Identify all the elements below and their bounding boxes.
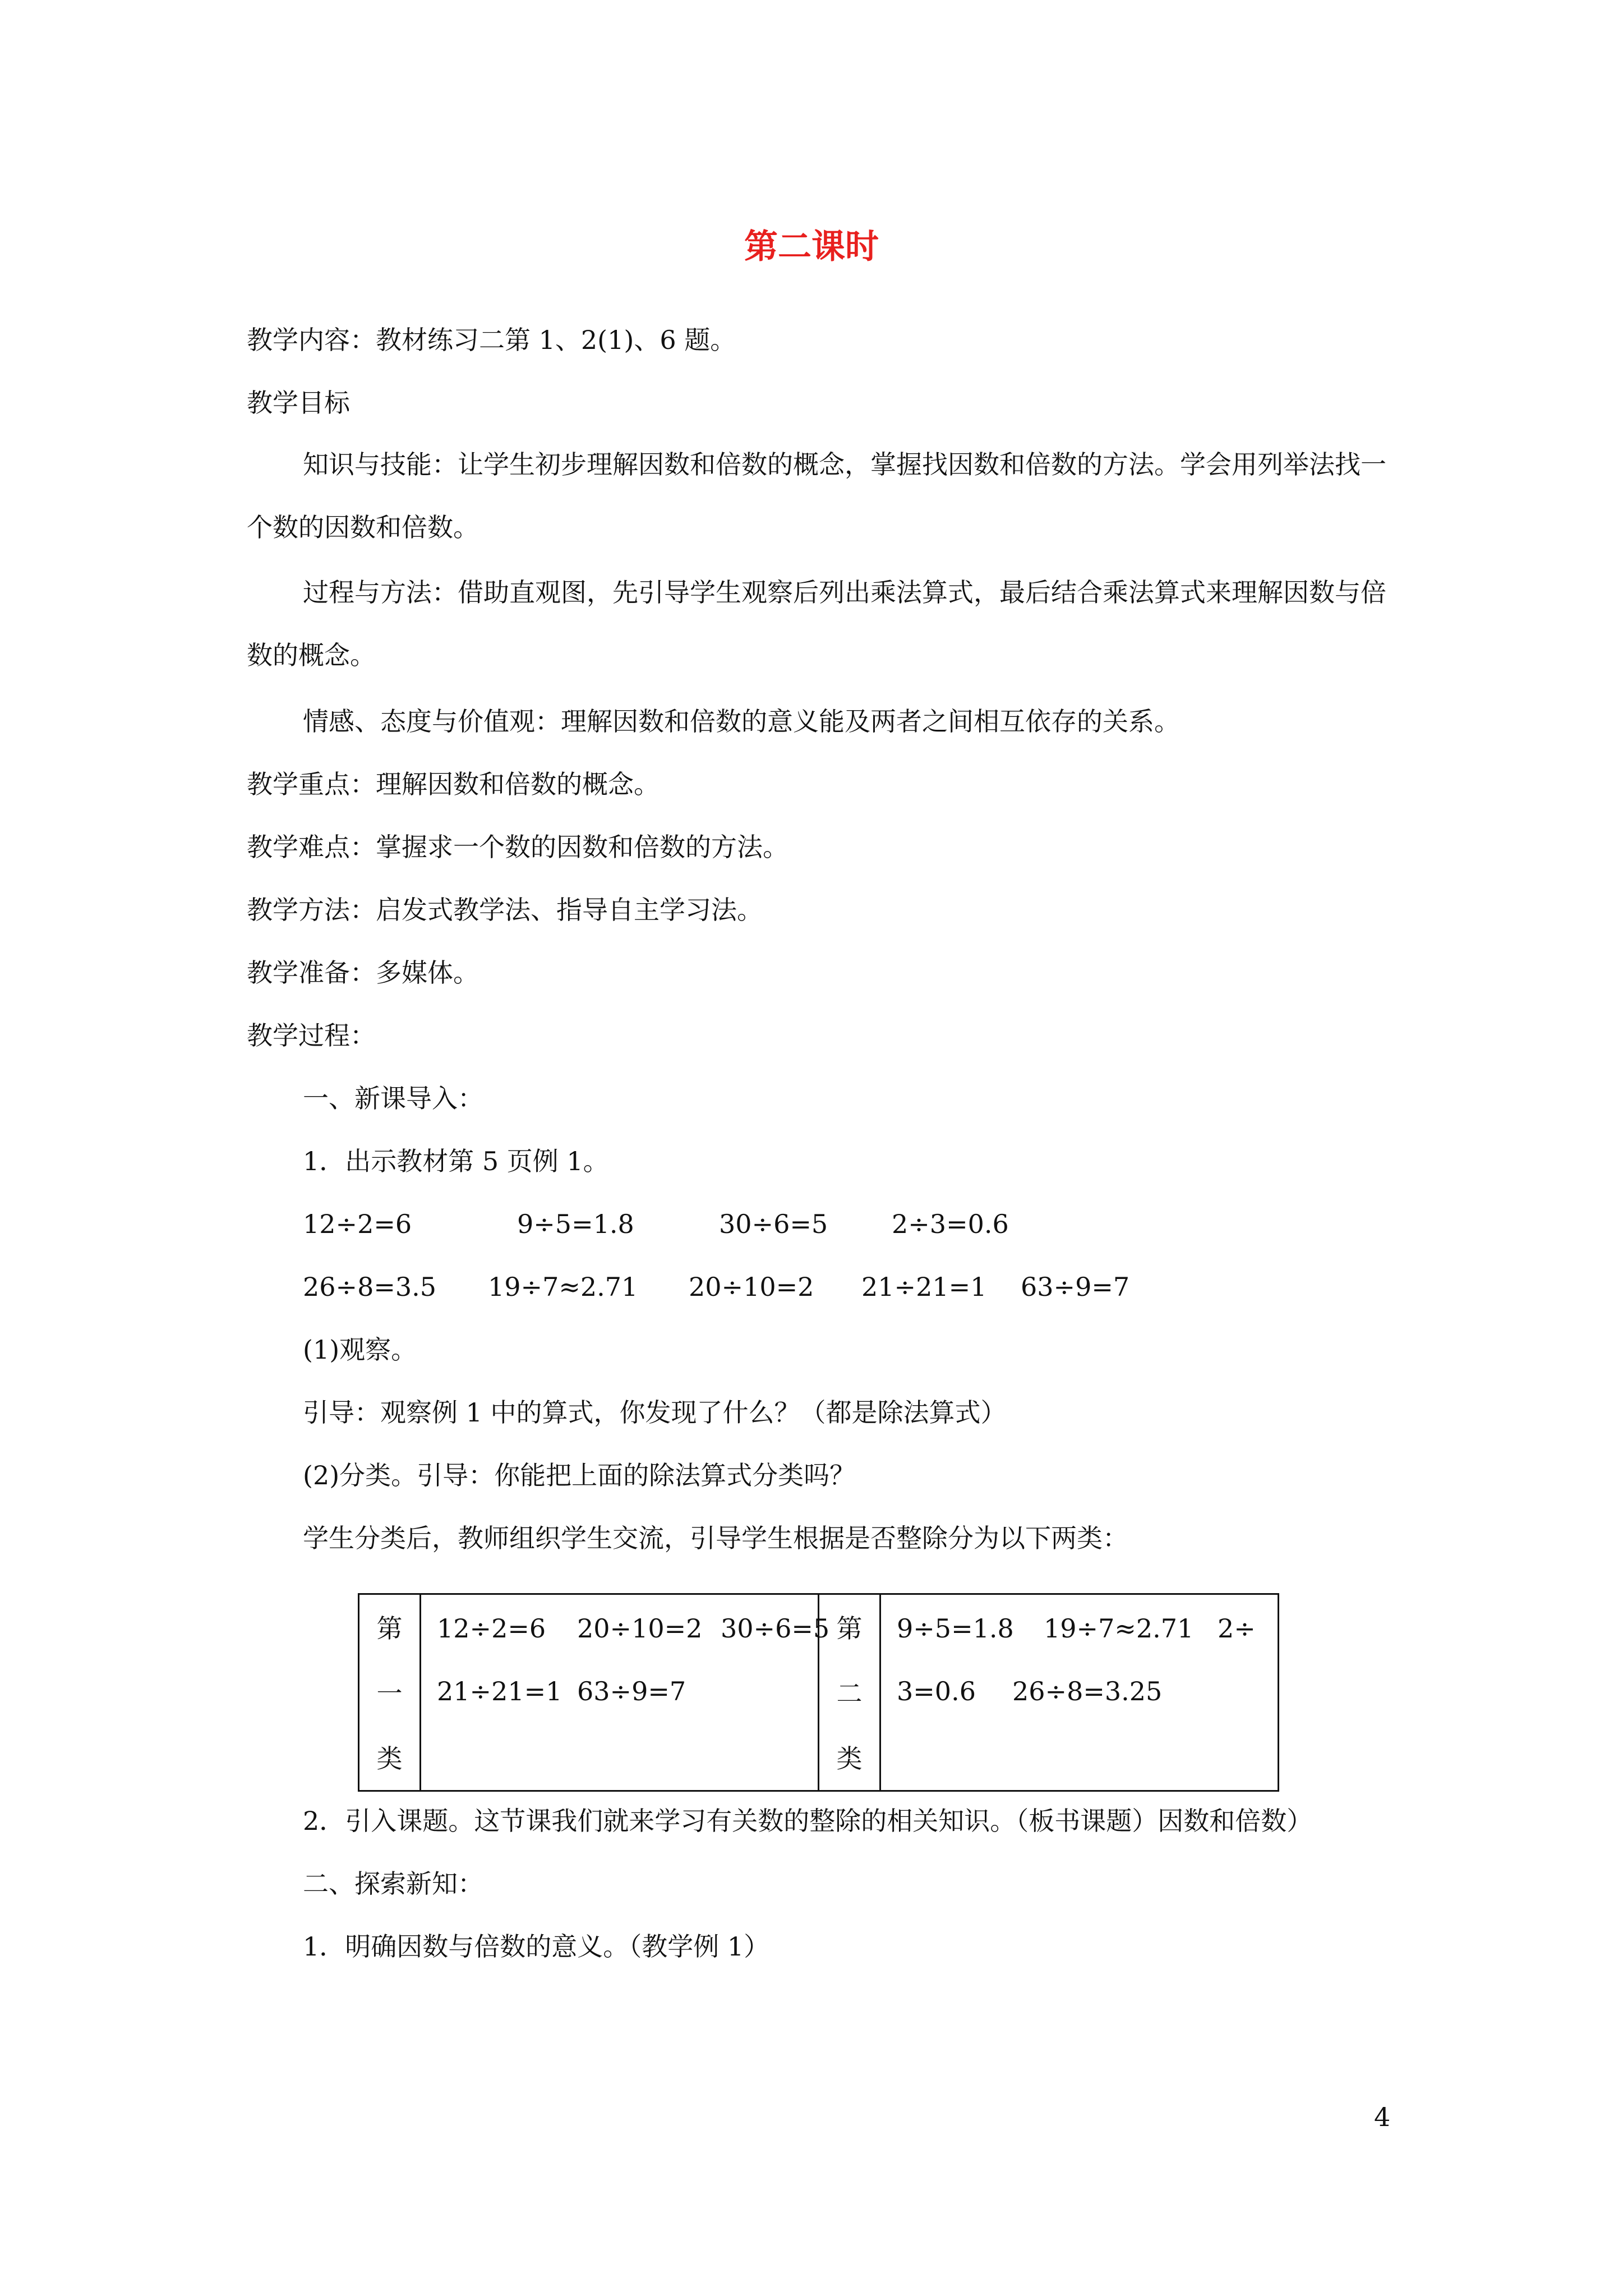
objective-process: 过程与方法：借助直观图，先引导学生观察后列出乘法算式，最后结合乘法算式来理解因数与倍数的概念。 xyxy=(247,577,1386,670)
objectives-heading: 教学目标 xyxy=(247,388,350,418)
teaching-method: 教学方法：启发式教学法、指导自主学习法。 xyxy=(247,895,763,925)
equation: 19÷7≈2.71 xyxy=(488,1272,638,1302)
category-char: 类 xyxy=(836,1743,863,1774)
equation: 2÷3=0.6 xyxy=(892,1209,1009,1239)
item-define: 1．明确因数与倍数的意义。（教学例 1） xyxy=(303,1931,770,1962)
teaching-preparation: 教学准备：多媒体。 xyxy=(247,958,479,988)
category-one-label xyxy=(359,1594,421,1791)
after-classify: 学生分类后，教师组织学生交流，引导学生根据是否整除分为以下两类： xyxy=(303,1523,1128,1553)
equation: 21÷21=1 xyxy=(437,1676,562,1706)
item-introduce-topic: 2．引入课题。这节课我们就来学习有关数的整除的相关知识。（板书课题）因数和倍数） xyxy=(303,1806,1313,1836)
equation: 26÷8=3.25 xyxy=(1012,1676,1163,1706)
objective-emotion: 情感、态度与价值观：理解因数和倍数的意义能及两者之间相互依存的关系。 xyxy=(303,706,1180,737)
category-char: 第 xyxy=(836,1613,863,1644)
equation: 30÷6=5 xyxy=(721,1613,830,1644)
equation: 2÷ xyxy=(1218,1613,1256,1644)
equation: 3=0.6 xyxy=(897,1676,976,1706)
equation: 12÷2=6 xyxy=(437,1613,546,1644)
equation: 9÷5=1.8 xyxy=(897,1613,1014,1644)
classification-table xyxy=(358,1593,1279,1792)
equation: 12÷2=6 xyxy=(303,1209,412,1239)
equation: 63÷9=7 xyxy=(1021,1272,1130,1302)
equation: 21÷21=1 xyxy=(861,1272,987,1302)
category-one-equations xyxy=(421,1594,830,1791)
equation: 20÷10=2 xyxy=(689,1272,814,1302)
equation: 30÷6=5 xyxy=(719,1209,828,1239)
teaching-content: 教学内容：教材练习二第 1、2(1)、6 题。 xyxy=(247,325,736,355)
section-explore: 二、探索新知： xyxy=(303,1869,483,1899)
equation: 19÷7≈2.71 xyxy=(1044,1613,1194,1644)
page-number: 4 xyxy=(1374,2102,1391,2132)
equation: 63÷9=7 xyxy=(577,1676,686,1706)
category-two-equations xyxy=(880,1594,1279,1791)
difficulty: 教学难点：掌握求一个数的因数和倍数的方法。 xyxy=(247,832,789,862)
guide-observe: 引导：观察例 1 中的算式，你发现了什么？（都是除法算式） xyxy=(303,1397,1007,1428)
lesson-title: 第二课时 xyxy=(744,227,879,266)
item-show-example: 1．出示教材第 5 页例 1。 xyxy=(303,1146,609,1176)
category-char: 第 xyxy=(376,1613,403,1644)
equation: 20÷10=2 xyxy=(577,1613,703,1644)
objective-knowledge: 知识与技能：让学生初步理解因数和倍数的概念，掌握找因数和倍数的方法。学会用列举法找一个数的因数和倍数。 xyxy=(247,449,1386,542)
equation: 26÷8=3.5 xyxy=(303,1272,437,1302)
process-heading: 教学过程： xyxy=(247,1020,376,1051)
category-char: 类 xyxy=(376,1743,403,1774)
category-char: 一 xyxy=(376,1678,403,1709)
key-point: 教学重点：理解因数和倍数的概念。 xyxy=(247,769,660,799)
classify-step: (2)分类。引导：你能把上面的除法算式分类吗？ xyxy=(303,1460,856,1490)
equation: 9÷5=1.8 xyxy=(517,1209,634,1239)
category-char: 二 xyxy=(836,1678,863,1709)
observe-step: (1)观察。 xyxy=(303,1335,417,1365)
section-new-lesson: 一、新课导入： xyxy=(303,1083,483,1114)
